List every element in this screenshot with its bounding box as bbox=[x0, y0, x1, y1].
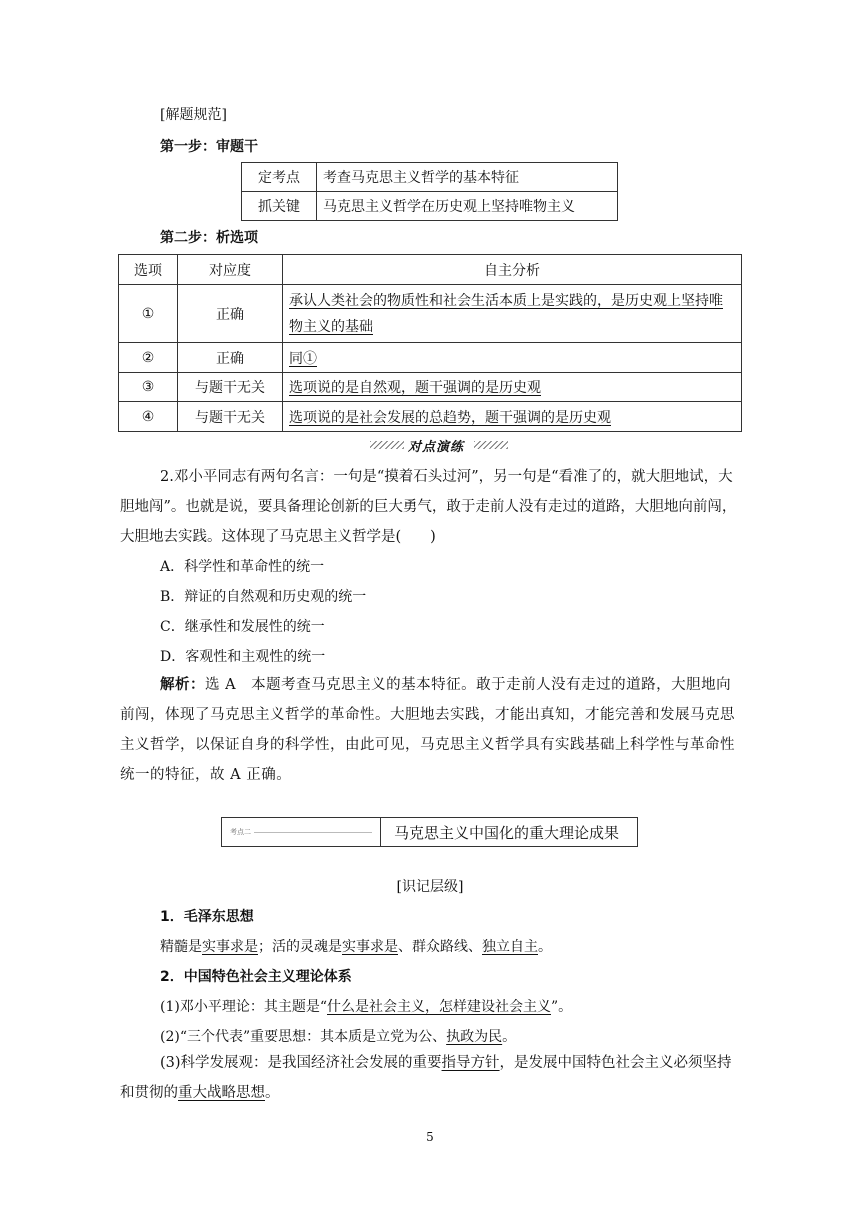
sci-line: (3)科学发展观：是我国经济社会发展的重要指导方针，是发展中国特色社会主义必须坚持和贯彻的重大战略思想。 bbox=[120, 1055, 732, 1101]
analysis-cell: 承认人类社会的物质性和社会生活本质上是实践的，是历史观上坚持唯物主义的基础 bbox=[283, 285, 742, 343]
mao-content: 精髓是实事求是；活的灵魂是实事求是、群众路线、独立自主。 bbox=[160, 939, 552, 955]
option-cell: ④ bbox=[119, 402, 178, 432]
question-text: 2.邓小平同志有两句名言：一句是“摸着石头过河”，另一句是“看准了的，就大胆地试，大胆地闯”。也就是说，要具备理论创新的巨大勇气，敢于走前人没有走过的道路，大胆地向前闯，大胆地去实践。这体现了马克思主义哲学是( ) bbox=[120, 469, 737, 545]
match-cell: 与题干无关 bbox=[178, 373, 283, 402]
topic-tag-rule bbox=[254, 832, 372, 833]
practice-banner bbox=[370, 438, 510, 455]
match-cell: 正确 bbox=[178, 285, 283, 343]
step1-content: 考查马克思主义哲学的基本特征 bbox=[317, 163, 618, 192]
topic-tag: 考点二 bbox=[230, 828, 251, 836]
practice-banner-label: 对点演练 bbox=[408, 440, 465, 455]
analysis-cell: 选项说的是社会发展的总趋势，题干强调的是历史观 bbox=[283, 402, 742, 432]
memory-level: [识记层级] bbox=[396, 879, 464, 895]
step1-label: 抓关键 bbox=[242, 192, 317, 221]
step2-table bbox=[118, 254, 742, 432]
option-a: A．科学性和革命性的统一 bbox=[160, 559, 325, 575]
match-cell: 正确 bbox=[178, 343, 283, 373]
step2-title: 第二步：析选项 bbox=[160, 230, 258, 246]
analysis-label: 解析： bbox=[160, 677, 205, 693]
system-title: 2．中国特色社会主义理论体系 bbox=[160, 969, 352, 985]
option-cell: ② bbox=[119, 343, 178, 373]
option-d: D．客观性和主观性的统一 bbox=[160, 649, 326, 665]
header-analysis: 自主分析 bbox=[283, 255, 742, 285]
analysis-cell: 同① bbox=[283, 343, 742, 373]
hatch-decoration bbox=[474, 441, 508, 449]
hatch-decoration bbox=[370, 441, 404, 449]
deng-line: (1)邓小平理论：其主题是“什么是社会主义，怎样建设社会主义”。 bbox=[160, 999, 573, 1015]
analysis-text: 选 A 本题考查马克思主义的基本特征。敢于走前人没有走过的道路，大胆地向前闯，体现了马克思主义哲学的革命性。大胆地去实践，才能出真知，才能完善和发展马克思主义哲学，以保证自身的科学性，由此可见，马克思主义哲学具有实践基础上科学性与革命性统一的特征，故 A 正确。 bbox=[120, 677, 735, 783]
step1-title: 第一步：审题干 bbox=[160, 139, 258, 155]
step1-label: 定考点 bbox=[242, 163, 317, 192]
header-option: 选项 bbox=[119, 255, 178, 285]
topic-tag-cell bbox=[222, 818, 381, 846]
step1-content: 马克思主义哲学在历史观上坚持唯物主义 bbox=[317, 192, 618, 221]
option-cell: ③ bbox=[119, 373, 178, 402]
section-tag: [解题规范] bbox=[160, 107, 227, 123]
option-c: C．继承性和发展性的统一 bbox=[160, 619, 325, 635]
analysis-cell: 选项说的是自然观，题干强调的是历史观 bbox=[283, 373, 742, 402]
option-b: B．辩证的自然观和历史观的统一 bbox=[160, 589, 367, 605]
analysis-paragraph bbox=[120, 670, 740, 790]
three-line: (2)“三个代表”重要思想：其本质是立党为公、执政为民。 bbox=[160, 1029, 517, 1045]
topic-title: 马克思主义中国化的重大理论成果 bbox=[394, 824, 620, 842]
option-cell: ① bbox=[119, 285, 178, 343]
header-match: 对应度 bbox=[178, 255, 283, 285]
step1-table bbox=[241, 162, 618, 221]
topic-box bbox=[221, 817, 638, 847]
match-cell: 与题干无关 bbox=[178, 402, 283, 432]
mao-title: 1．毛泽东思想 bbox=[160, 909, 254, 925]
page-number: 5 bbox=[426, 1130, 434, 1144]
